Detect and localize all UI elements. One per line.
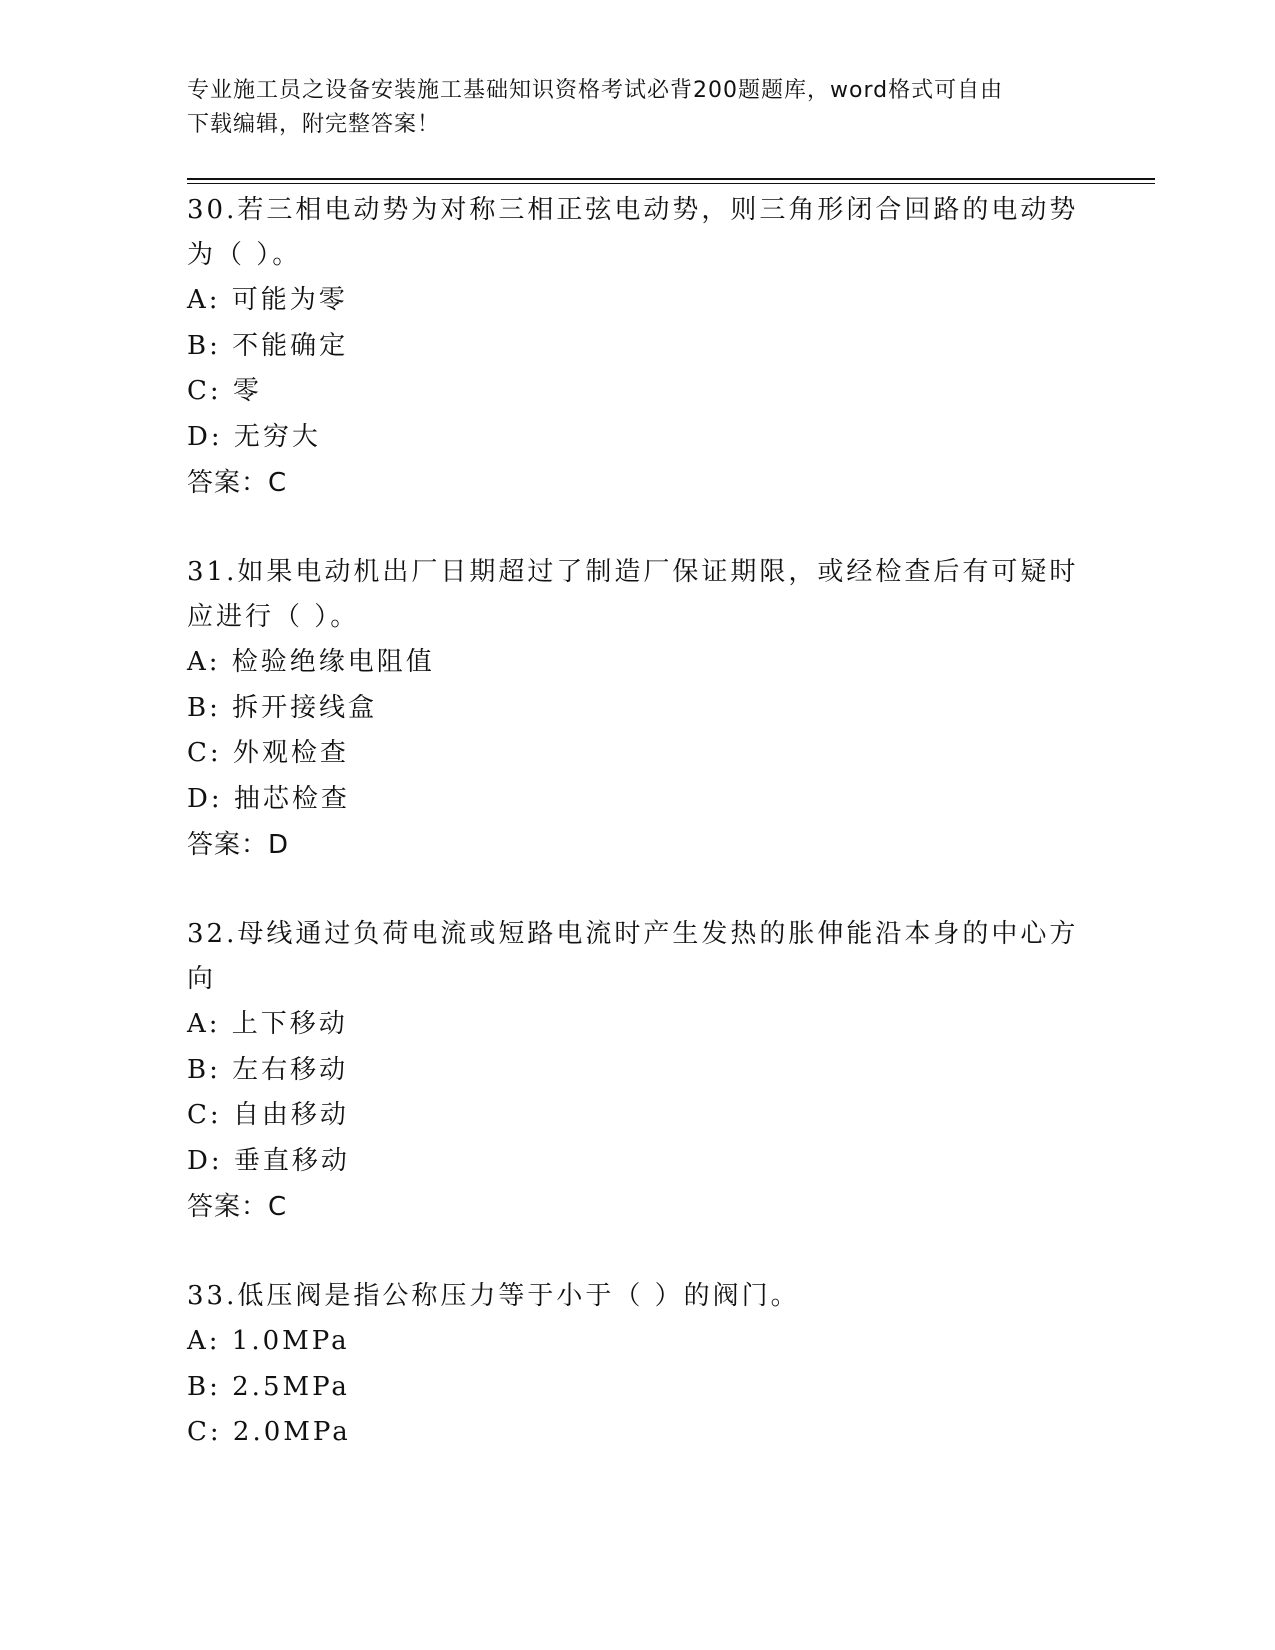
option-d: D: 无穷大: [187, 421, 321, 452]
option-b: B: 2.5MPa: [187, 1371, 350, 1402]
question-30: [187, 188, 1087, 506]
option-d: D: 垂直移动: [187, 1145, 350, 1176]
option-c: C: 零: [187, 376, 262, 406]
header-divider-thick: [187, 178, 1155, 180]
question-list: [187, 188, 1087, 1500]
answer: 答案：C: [187, 1192, 288, 1222]
question-text: 30.若三相电动势为对称三相正弦电动势，则三角形闭合回路的电动势为（ ）。: [187, 195, 1079, 270]
document-header: 专业施工员之设备安装施工基础知识资格考试必背200题题库，word格式可自由 下载编辑，附完整答案！: [187, 78, 1004, 137]
option-a: A: 可能为零: [187, 285, 348, 315]
question-text: 31.如果电动机出厂日期超过了制造厂保证期限，或经检查后有可疑时应进行（ ）。: [187, 557, 1079, 632]
answer: 答案：D: [187, 830, 290, 860]
option-a: A: 检验绝缘电阻值: [187, 647, 435, 677]
question-33: [187, 1274, 1087, 1456]
question-32: [187, 912, 1087, 1230]
question-text: 32.母线通过负荷电流或短路电流时产生发热的胀伸能沿本身的中心方向: [187, 919, 1079, 994]
answer: 答案：C: [187, 468, 288, 498]
option-c: C: 自由移动: [187, 1100, 349, 1130]
option-a: A: 1.0MPa: [187, 1326, 350, 1356]
option-c: C: 2.0MPa: [187, 1417, 351, 1447]
option-b: B: 左右移动: [187, 1054, 349, 1085]
question-text: 33.低压阀是指公称压力等于小于（ ）的阀门。: [187, 1281, 800, 1311]
header-divider-thin: [187, 183, 1155, 184]
option-d: D: 抽芯检查: [187, 783, 350, 814]
option-b: B: 拆开接线盒: [187, 692, 378, 723]
option-c: C: 外观检查: [187, 738, 349, 768]
option-b: B: 不能确定: [187, 330, 349, 361]
option-a: A: 上下移动: [187, 1009, 348, 1039]
question-31: [187, 550, 1087, 868]
